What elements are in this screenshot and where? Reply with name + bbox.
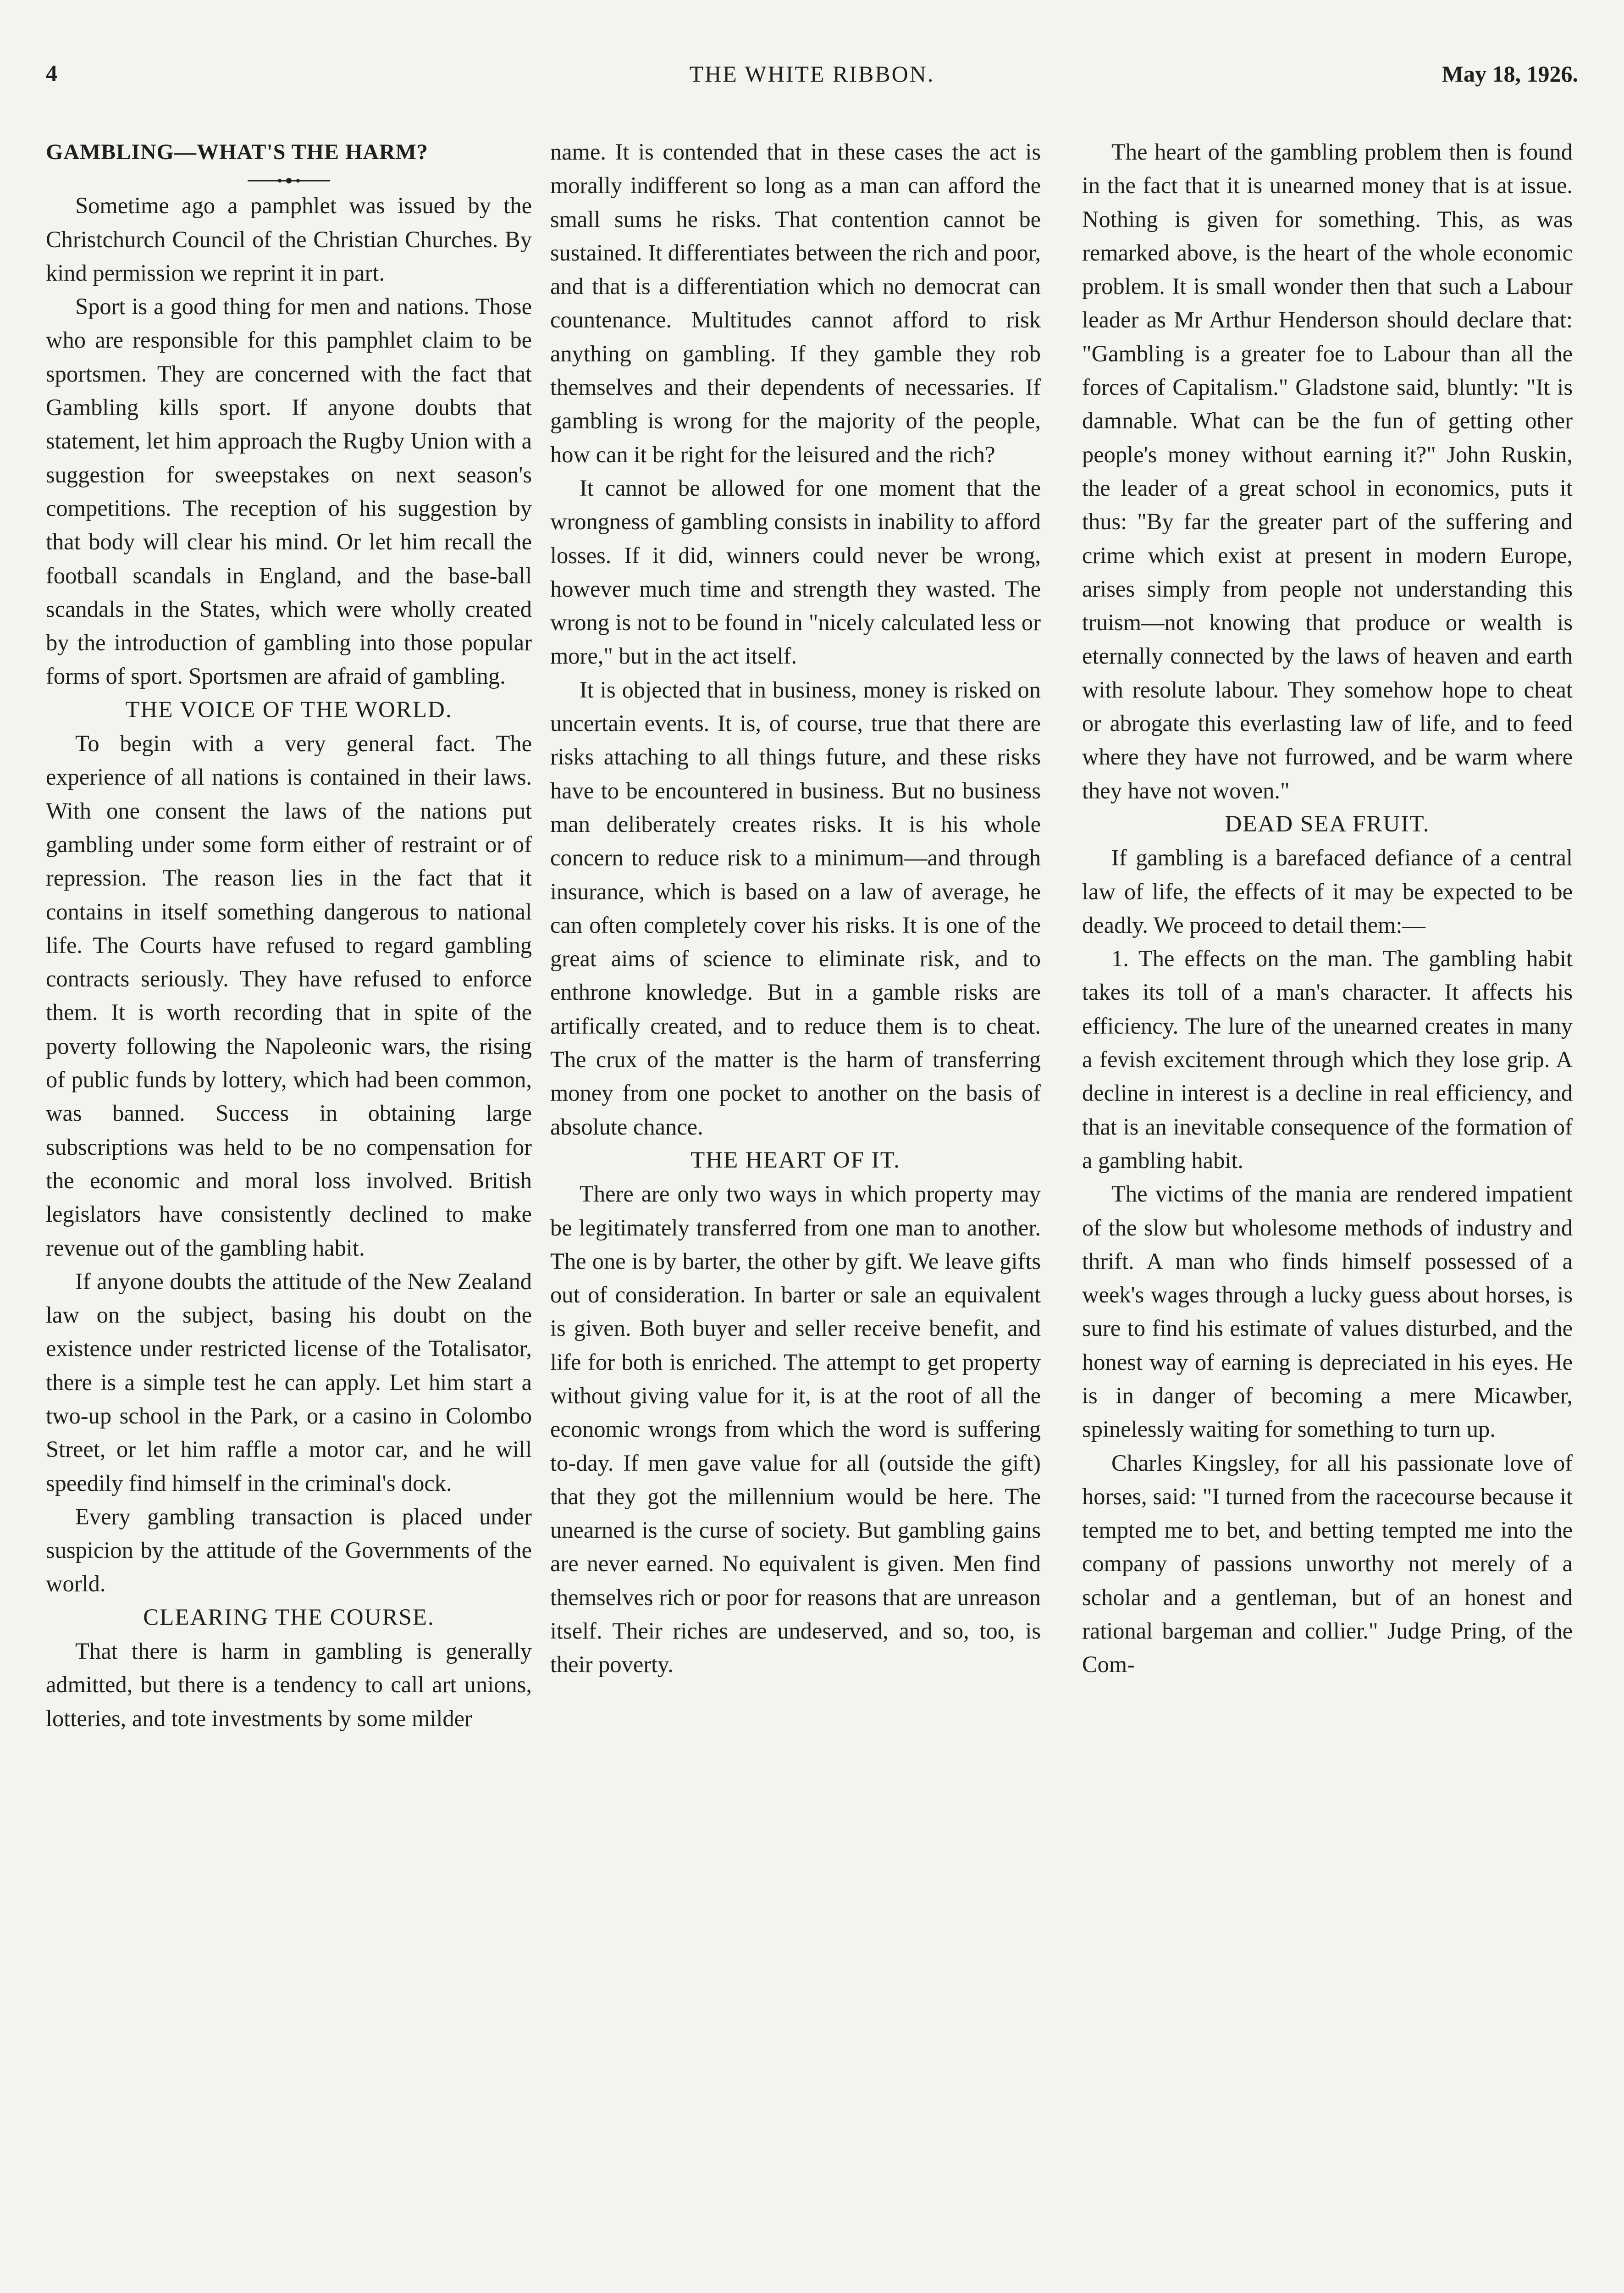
paragraph: It cannot be allowed for one moment that the wrongness of gambling consists in inability to afford losses. If it did, winners could never be wrong, however much time and strength they wasted. The wrong is not to be found in "nicely calculated less or more," but in the act itself. [550, 475, 1041, 669]
paragraph: If anyone doubts the attitude of the New Zealand law on the subject, basing his doubt on the existence under restricted license of the Totalisator, there is a simple test he can apply. Let him start a two-up school in the Park, or a casino in Colombo Street, or let him raffle a motor car, and he will speedily find himself in the criminal's dock. [46, 1268, 532, 1496]
title-ornament [46, 169, 532, 187]
publication-title: THE WHITE RIBBON. [689, 61, 935, 87]
paragraph: To begin with a very general fact. The experience of all nations is contained in their laws. With one consent the laws of the nations put gambling under some form either of restraint or of repression. The reason lies in the fact that it contains in itself something dangerous to national life. The Courts have refused to regard gambling contracts seriously. They have refused to enforce them. It is worth recording that in spite of the poverty following the Napoleonic wars, the rising of public funds by lottery, which had been common, was banned. Success in obtaining large subscriptions was held to be no compensation for the economic and moral loss involved. British legislators have consistently declined to make revenue out of the gambling habit. [46, 731, 532, 1261]
paragraph: Sport is a good thing for men and nations. Those who are responsible for this pamphlet claim to be sportsmen. They are concerned with the fact that Gambling kills sport. If anyone doubts that statement, let him approach the Rugby Union with a suggestion for sweepstakes on next season's competitions. The reception of his suggestion by that body will clear his mind. Or let him recall the football scandals in England, and the base-ball scandals in the States, which were wholly created by the introduction of gambling into those popular forms of sport. Sportsmen are afraid of gambling. [46, 294, 532, 689]
subheading-dead-sea: DEAD SEA FRUIT. [1225, 811, 1430, 837]
masthead [46, 55, 1578, 96]
column-3 [1082, 135, 1573, 2293]
paragraph: Sometime ago a pamphlet was issued by the Christchurch Council of the Christian Churches. By kind permission we reprint it in part. [46, 193, 532, 286]
column-2 [550, 135, 1041, 2293]
paragraph: It is objected that in business, money is risked on uncertain events. It is, of course, true that there are risks attaching to all things future, and these risks have to be encountered in business. But no business man deliberately creates risks. It is his whole concern to reduce risk to a minimum—and through insurance, which is based on a law of average, he can often completely cover his risks. It is one of the great aims of science to eliminate risk, and to enthrone knowledge. But in a gamble risks are artifically created, and to reduce them is to cheat. The crux of the matter is the harm of transferring money from one pocket to another on the basis of absolute chance. [550, 676, 1041, 1140]
issue-date: May 18, 1926. [1442, 61, 1578, 87]
ornament-rule-icon [243, 176, 335, 185]
paragraph: That there is harm in gambling is generally admitted, but there is a tendency to call art unions, lotteries, and tote investments by some milder [46, 1638, 532, 1731]
paragraph: 1. The effects on the man. The gambling habit takes its toll of a man's character. It affects his efficiency. The lure of the unearned creates in many a fevish excitement through which they lose grip. A decline in interest is a decline in real efficiency, and that is an inevitable consequence of the formation of a gambling habit. [1082, 946, 1573, 1173]
article-title: GAMBLING—WHAT'S THE HARM? [46, 140, 428, 164]
paragraph: There are only two ways in which property may be legitimately transferred from one man to another. The one is by barter, the other by gift. We leave gifts out of consideration. In barter or sale an equivalent is given. Both buyer and seller receive benefit, and life for both is enriched. The attempt to get property without giving value for it, is at the root of all the economic wrongs from which the word is suffering to-day. If men gave value for all (outside the gift) that they got the millennium would be here. The unearned is the curse of society. But gambling gains are never earned. No equivalent is given. Men find themselves rich or poor for reasons that are unreason itself. Their riches are undeserved, and so, too, is their poverty. [550, 1181, 1041, 1678]
paragraph: If gambling is a barefaced defiance of a central law of life, the effects of it may be expected to be deadly. We proceed to detail them:— [1082, 845, 1573, 938]
paragraph: Every gambling transaction is placed under suspicion by the attitude of the Governments of the world. [46, 1503, 532, 1597]
paragraph: The heart of the gambling problem then is found in the fact that it is unearned money that is at issue. Nothing is given for something. This, as was remarked above, is the heart of the whole economic problem. It is small wonder then that such a Labour leader as Mr Arthur Henderson should declare that: "Gambling is a greater foe to Labour than all the forces of Capitalism." Gladstone said, bluntly: "It is damnable. What can be the fun of getting other people's money without earning it?" John Ruskin, the leader of a great school in economics, puts it thus: "By far the greater part of the suffering and crime which exist at present in modern Europe, arises simply from people not understanding this truism—not knowing that produce or wealth is eternally connected by the laws of heaven and earth with resolute labour. They somehow hope to cheat or abrogate this everlasting law of life, and to feed where they have not furrowed, and be warm where they have not woven." [1082, 139, 1573, 803]
paragraph: Charles Kingsley, for all his passionate love of horses, said: "I turned from the racecourse because it tempted me to bet, and betting tempted me into the company of passions unworthy not merely of a scholar and a gentleman, but of an honest and rational bargeman and collier." Judge Pring, of the Com- [1082, 1450, 1573, 1678]
paragraph: name. It is contended that in these cases the act is morally indifferent so long as a man can afford the small sums he risks. That contention cannot be sustained. It differentiates between the rich and poor, and that is a differentiation which no democrat can countenance. Multitudes cannot afford to risk anything on gambling. If they gamble they rob themselves and their dependents of necessaries. If gambling is wrong for the majority of the people, how can it be right for the leisured and the rich? [550, 139, 1041, 467]
column-1 [46, 135, 532, 2293]
subheading-heart: THE HEART OF IT. [690, 1147, 900, 1173]
subheading-voice: THE VOICE OF THE WORLD. [125, 697, 453, 723]
paragraph: The victims of the mania are rendered impatient of the slow but wholesome methods of industry and thrift. A man who finds himself possessed of a week's wages through a lucky guess about horses, is sure to find his estimate of values disturbed, and the honest way of earning is depreciated in his eyes. He is in danger of becoming a mere Micawber, spinelessly waiting for something to turn up. [1082, 1181, 1573, 1442]
page-number: 4 [46, 60, 57, 86]
subheading-clearing: CLEARING THE COURSE. [143, 1604, 435, 1630]
